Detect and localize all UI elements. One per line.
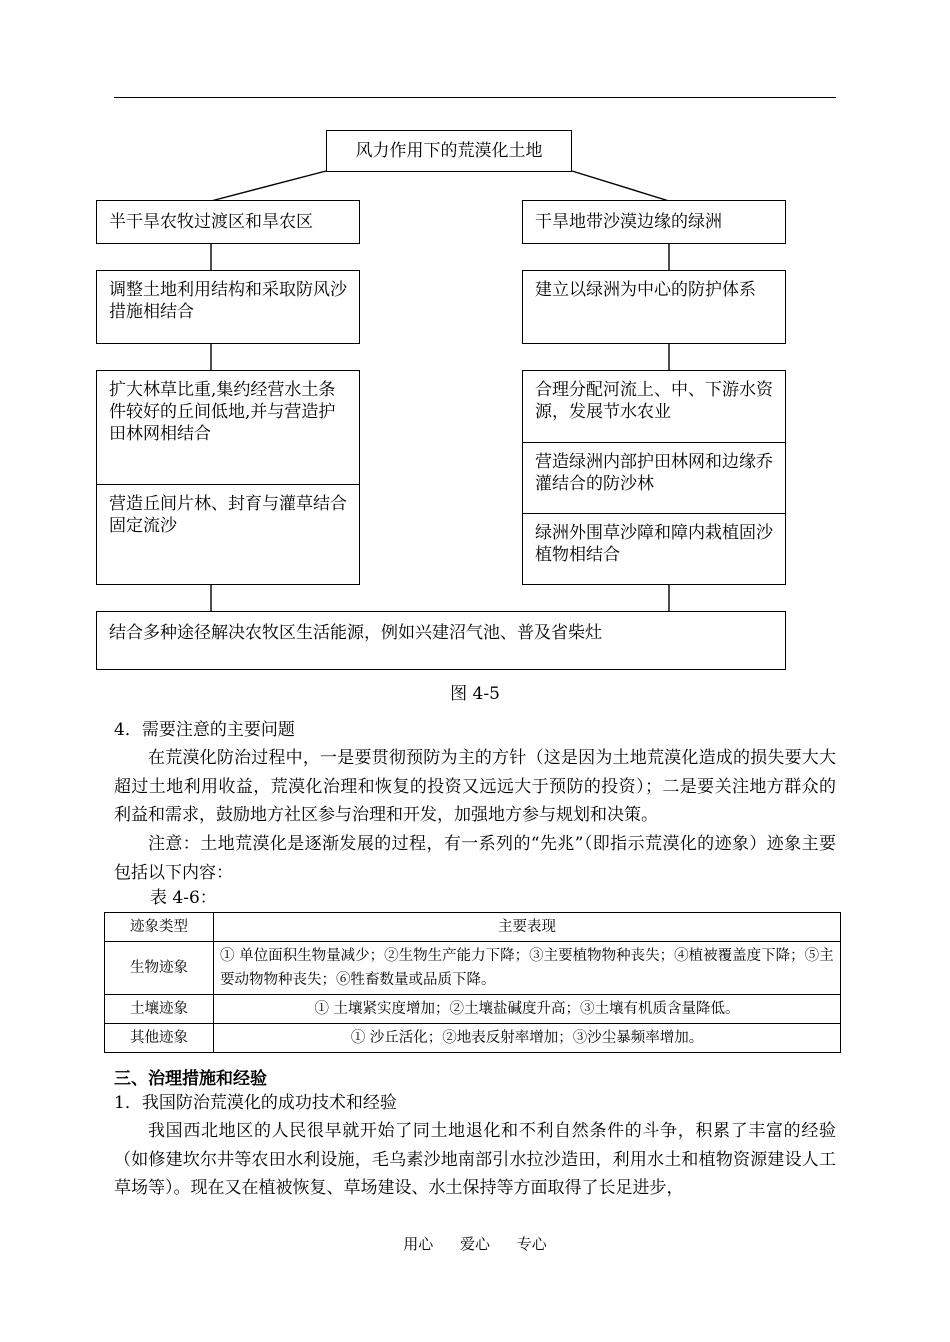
section4-paragraph-2: 注意：土地荒漠化是逐渐发展的过程，有一系列的“先兆”（即指示荒漠化的迹象）迹象主要包括以下内容： (114, 834, 836, 883)
section3-subheading: 1．我国防治荒漠化的成功技术和经验 (114, 1093, 397, 1113)
table-cell-desc: ① 土壤紧实度增加；②土壤盐碱度升高；③土壤有机质含量降低。 (214, 995, 841, 1024)
table-row (105, 995, 841, 1024)
page-footer (0, 1233, 950, 1254)
table-row (105, 942, 841, 995)
flow-right-step1-box (522, 270, 786, 344)
flow-right-step1-text: 建立以绿洲为中心的防护体系 (535, 280, 756, 300)
header-rule (114, 97, 836, 98)
footer-item: 专心 (516, 1235, 547, 1253)
table-row (105, 1024, 841, 1053)
flow-right-step2c-text: 绿洲外围草沙障和障内栽植固沙植物相结合 (535, 523, 773, 565)
section4-title: 4．需要注意的主要问题 (114, 720, 295, 740)
flow-left-region-box (96, 200, 360, 244)
flow-right-divider-1 (523, 442, 785, 443)
flow-left-measures-box (96, 370, 360, 585)
table-cell-type: 生物迹象 (105, 942, 214, 995)
flow-right-region-box (522, 200, 786, 244)
figure-caption: 图 4-5 (450, 684, 500, 704)
flow-top-box (326, 130, 572, 172)
connector-top-right (572, 171, 669, 201)
footer-item: 用心 (403, 1235, 434, 1253)
section4-paragraph-1: 在荒漠化防治过程中，一是要贯彻预防为主的方针（这是因为土地荒漠化造成的损失要大大超过土地利用收益，荒漠化治理和恢复的投资又远远大于预防的投资）；二是要关注地方群众的利益和需求，鼓励地方社区参与治理和开发，加强地方参与规划和决策。 (114, 748, 836, 825)
table-header-desc: 主要表现 (214, 913, 841, 942)
table-label: 表 4-6： (150, 888, 217, 908)
section3-paragraph: 我国西北地区的人民很早就开始了同土地退化和不利自然条件的斗争，积累了丰富的经验（如修建坎尔井等农田水利设施，毛乌素沙地南部引水拉沙造田，利用水土和植物资源建设人工草场等）。现在又在植被恢复、草场建设、水土保持等方面取得了长足进步， (114, 1121, 836, 1198)
flow-left-divider (97, 484, 359, 485)
connector-top-left (211, 171, 326, 201)
flow-left-step2b-text: 营造丘间片林、封育与灌草结合固定流沙 (109, 494, 347, 536)
flow-top-text: 风力作用下的荒漠化土地 (355, 141, 543, 161)
flow-right-divider-2 (523, 513, 785, 514)
table-cell-type: 其他迹象 (105, 1024, 214, 1053)
flow-right-step2a-text: 合理分配河流上、中、下游水资源，发展节水农业 (535, 380, 773, 422)
flow-left-step1-box (96, 270, 360, 344)
signs-table (104, 912, 841, 1053)
table-header-row (105, 913, 841, 942)
flow-right-step2b-text: 营造绿洲内部护田林网和边缘乔灌结合的防沙林 (535, 452, 773, 494)
flow-right-measures-box (522, 370, 786, 585)
flow-left-step1-text: 调整土地利用结构和采取防风沙措施相结合 (109, 280, 347, 322)
flow-bottom-text: 结合多种途径解决农牧区生活能源，例如兴建沼气池、普及省柴灶 (109, 623, 602, 643)
table-cell-desc: ① 单位面积生物量减少；②生物生产能力下降；③主要植物物种丧失；④植被覆盖度下降；⑤主要动物物种丧失；⑥牲畜数量或品质下降。 (214, 942, 841, 995)
section3-heading: 三、治理措施和经验 (114, 1069, 267, 1089)
flow-left-region-text: 半干旱农牧过渡区和旱农区 (109, 212, 313, 232)
table-cell-desc: ① 沙丘活化；②地表反射率增加；③沙尘暴频率增加。 (214, 1024, 841, 1053)
flow-bottom-box (96, 611, 786, 670)
table-header-type: 迹象类型 (105, 913, 214, 942)
flow-left-step2a-text: 扩大林草比重,集约经营水土条件较好的丘间低地,并与营造护田林网相结合 (109, 380, 336, 444)
footer-item: 爱心 (459, 1235, 490, 1253)
flow-right-region-text: 干旱地带沙漠边缘的绿洲 (535, 212, 722, 232)
table-cell-type: 土壤迹象 (105, 995, 214, 1024)
